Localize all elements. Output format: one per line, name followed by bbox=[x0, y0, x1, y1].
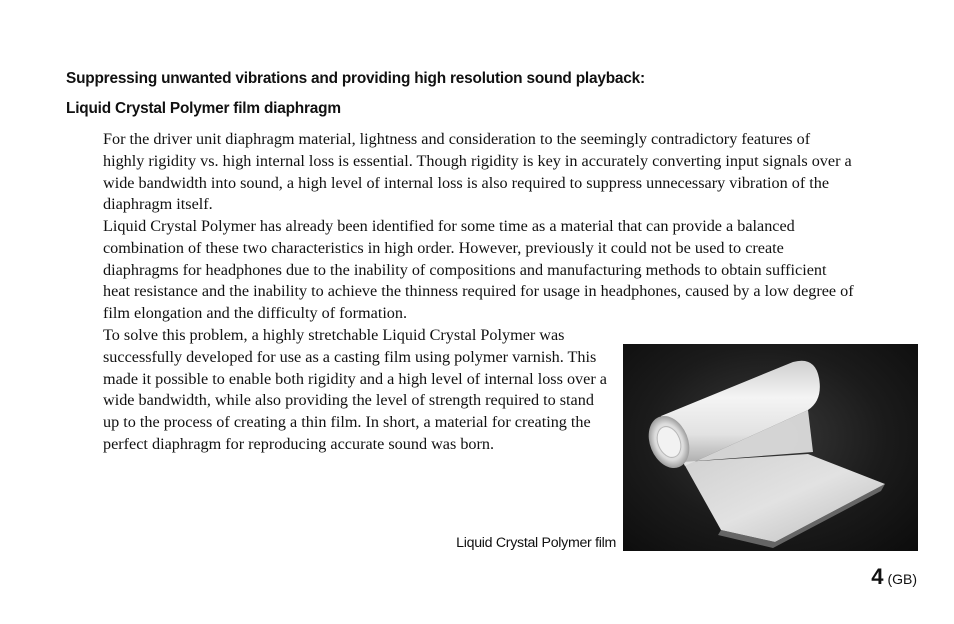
body-paragraph-1: For the driver unit diaphragm material, lightness and consideration to the seemingly contradictory features of highly rigidity vs. high internal loss is essential. Though rigidity is key in accurately converting input signals over a wide bandwidth into sound, a high level of internal loss is also required to suppress unnecessary vibration of the diaphragm itself. bbox=[103, 130, 852, 214]
body-paragraph-2: Liquid Crystal Polymer has already been identified for some time as a material that can provide a balanced combination of these two characteristics in high order. However, previously it could not be used to create diaphragms for headphones due to the inability of compositions and manufacturing methods to obtain sufficient heat resistance and the inability to achieve the thinness required for usage in headphones, caused by a low degree of film elongation and the difficulty of formation. bbox=[103, 217, 854, 323]
page-number bbox=[871, 564, 917, 590]
page-number-value: 4 bbox=[871, 564, 884, 589]
body-paragraph-3: To solve this problem, a highly stretchable Liquid Crystal Polymer was successfully developed for use as a casting film using polymer varnish. This made it possible to enable both rigidity and a high level of internal loss over a wide bandwidth, while also providing the level of strength required to stand up to the process of creating a thin film. In short, a material for creating the perfect diaphragm for reproducing accurate sound was born. bbox=[103, 326, 607, 453]
film-roll-illustration bbox=[623, 344, 918, 551]
section-heading: Suppressing unwanted vibrations and providing high resolution sound playback: bbox=[66, 70, 645, 87]
subsection-heading: Liquid Crystal Polymer film diaphragm bbox=[66, 100, 341, 117]
lcp-film-photo bbox=[623, 344, 918, 551]
page-region-suffix: (GB) bbox=[887, 571, 917, 587]
figure-caption: Liquid Crystal Polymer film bbox=[456, 535, 616, 551]
